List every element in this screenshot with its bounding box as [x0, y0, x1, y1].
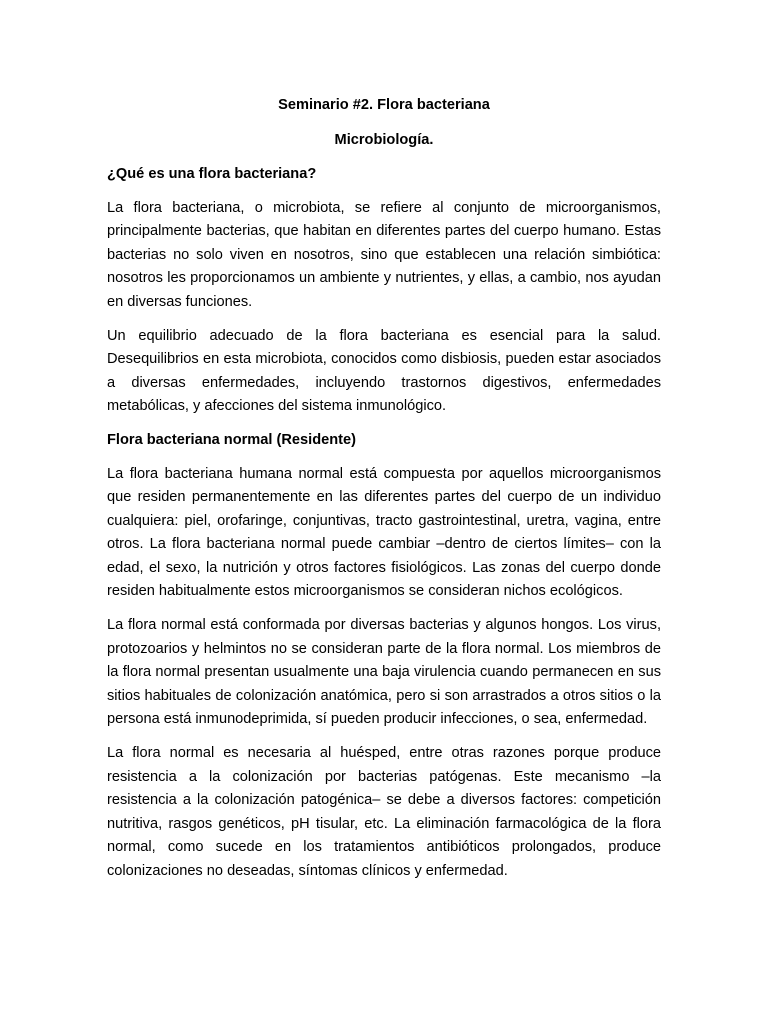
section-heading-que-es: ¿Qué es una flora bacteriana?: [107, 166, 317, 182]
paragraph: La flora bacteriana, o microbiota, se refiere al conjunto de microorganismos, principalmente bacterias, que habitan en diferentes partes del cuerpo humano. Estas bacterias no solo viven en nosotros, sino que establecen una relación simbiótica: nosotros les proporcionamos un ambiente y nutrientes, y ellas, a cambio, nos ayudan en diversas funciones.: [107, 199, 661, 310]
document-title: Seminario #2. Flora bacteriana: [278, 97, 490, 113]
paragraph: La flora bacteriana humana normal está compuesta por aquellos microorganismos que residen permanentemente en las diferentes partes del cuerpo de un individuo cualquiera: piel, orofaringe, conjuntivas, tracto gastrointestinal, uretra, vagina, entre otros. La flora bacteriana normal puede cambiar –dentro de ciertos límites– con la edad, el sexo, la nutrición y otros factores fisiológicos. Las zonas del cuerpo donde residen habitualmente estos microorganismos se consideran nichos ecológicos.: [107, 465, 661, 599]
paragraph: La flora normal está conformada por diversas bacterias y algunos hongos. Los virus, protozoarios y helmintos no se consideran parte de la flora normal. Los miembros de la flora normal presentan usualmente una baja virulencia cuando permanecen en sus sitios habituales de colonización anatómica, pero si son arrastrados a otros sitios o la persona está inmunodeprimida, sí pueden producir infecciones, o sea, enfermedad.: [107, 617, 661, 727]
section-heading-flora-normal: Flora bacteriana normal (Residente): [107, 432, 356, 448]
document-subtitle: Microbiología.: [334, 131, 434, 148]
paragraph: Un equilibrio adecuado de la flora bacteriana es esencial para la salud. Desequilibrios en esta microbiota, conocidos como disbiosis, pueden estar asociados a diversas enfermedades, incluyendo trastornos digestivos, enfermedades metabólicas, y afecciones del sistema inmunológico.: [107, 327, 661, 414]
paragraph: La flora normal es necesaria al huésped, entre otras razones porque produce resistencia a la colonización por bacterias patógenas. Este mecanismo –la resistencia a la colonización patogénica– se debe a diversos factores: competición nutritiva, rasgos genéticos, pH tisular, etc. La eliminación farmacológica de la flora normal, como sucede en los tratamientos antibióticos prolongados, produce colonizaciones no deseadas, síntomas clínicos y enfermedad.: [107, 745, 661, 879]
document-body: [107, 94, 661, 894]
